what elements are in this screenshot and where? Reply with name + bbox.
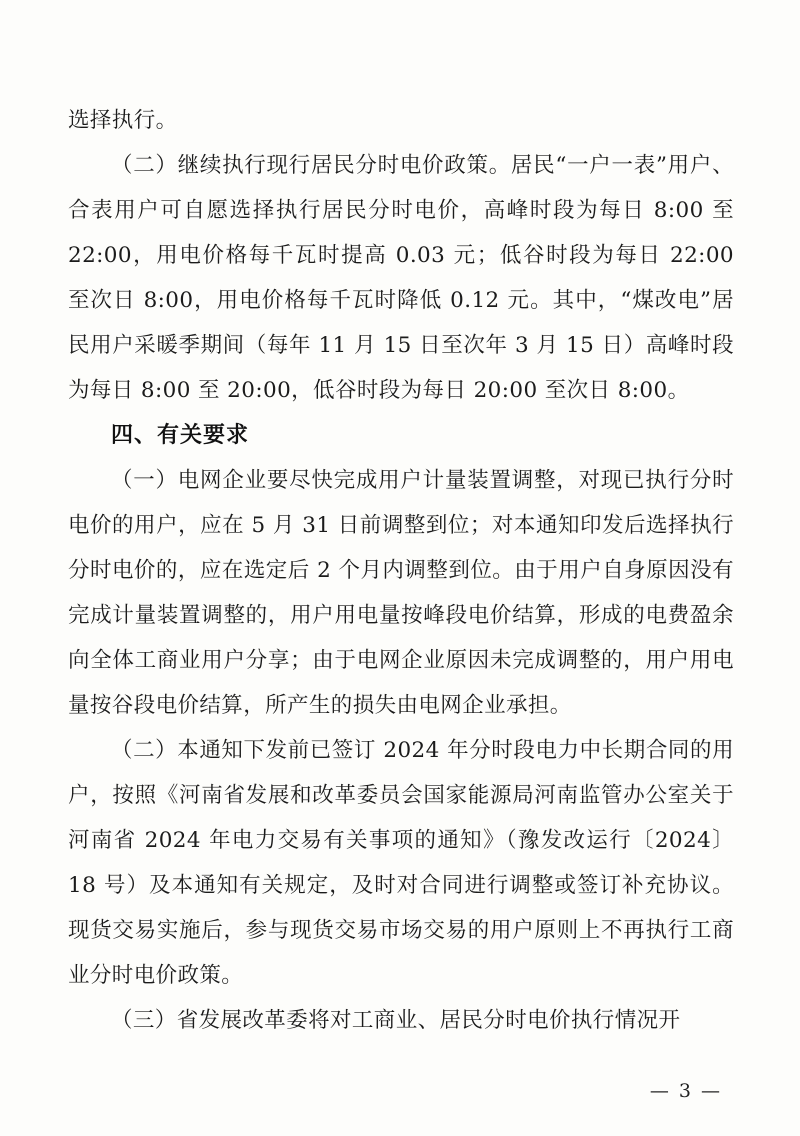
page-number: — 3 — [649,1080,722,1102]
paragraph-requirement-two: （二）本通知下发前已签订 2024 年分时段电力中长期合同的用户，按照《河南省发展和改革委员会国家能源局河南监管办公室关于河南省 2024 年电力交易有关事项的通知》（豫发改运行〔2024〕18 号）及本通知有关规定，及时对合同进行调整或签订补充协议。现货交易实施后，参与现货交易市场交易的用户原则上不再执行工商业分时电价政策。 [68,738,734,988]
document-body [68,98,734,1043]
section-heading-four: 四、有关要求 [111,422,250,448]
paragraph-requirement-three: （三）省发展改革委将对工商业、居民分时电价执行情况开 [111,1008,681,1033]
paragraph-section-two: （二）继续执行现行居民分时电价政策。居民“一户一表”用户、合表用户可自愿选择执行居民分时电价，高峰时段为每日 8:00 至 22:00，用电价格每千瓦时提高 0.03 元；低谷时段为每日 22:00 至次日 8:00，用电价格每千瓦时降低 0.12 元。其中，“煤改电”居民用户采暖季期间（每年 11 月 15 日至次年 3 月 15 日）高峰时段为每日 8:00 至 20:00，低谷时段为每日 20:00 至次日 8:00。 [68,153,734,403]
paragraph-continuation: 选择执行。 [68,108,178,133]
paragraph-requirement-one: （一）电网企业要尽快完成用户计量装置调整，对现已执行分时电价的用户，应在 5 月 31 日前调整到位；对本通知印发后选择执行分时电价的，应在选定后 2 个月内调整到位。由于用户自身原因没有完成计量装置调整的，用户用电量按峰段电价结算，形成的电费盈余向全体工商业用户分享；由于电网企业原因未完成调整的，用户用电量按谷段电价结算，所产生的损失由电网企业承担。 [68,468,734,718]
